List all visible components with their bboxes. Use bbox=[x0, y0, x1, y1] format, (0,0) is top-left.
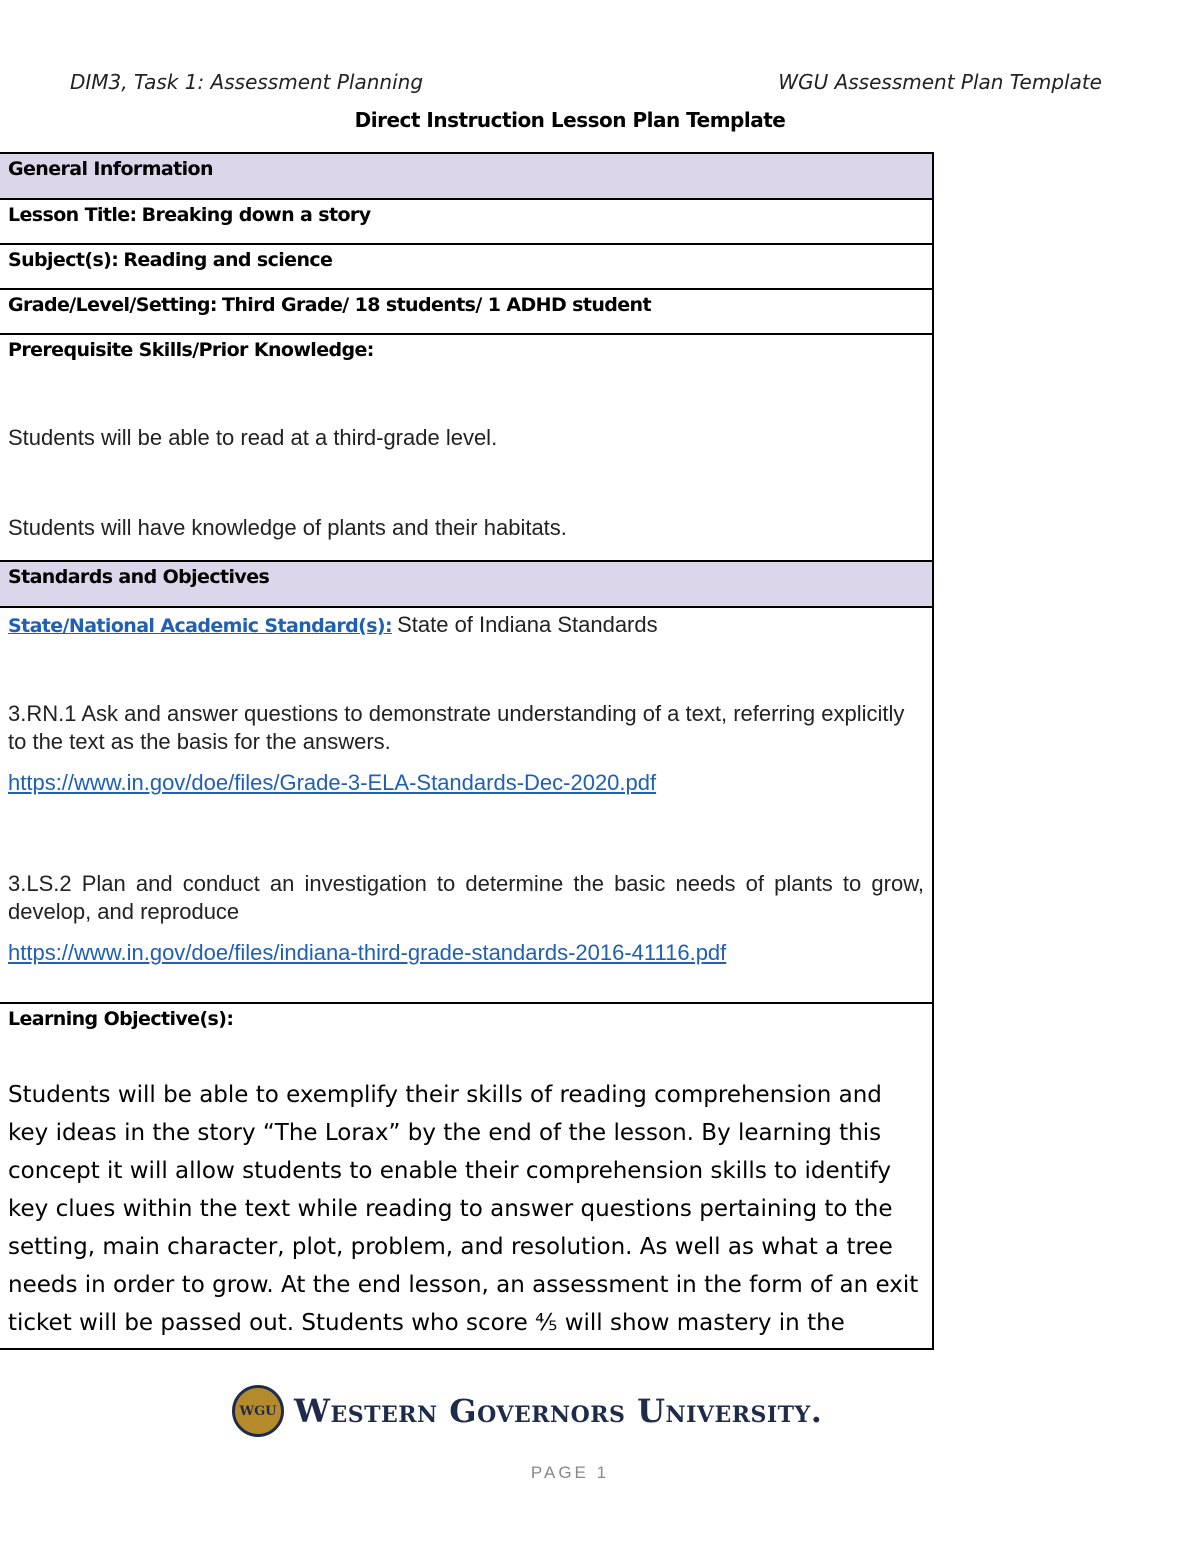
general-info-header bbox=[0, 154, 932, 200]
subjects-label: Subject(s): bbox=[8, 249, 119, 271]
subjects-value: Reading and science bbox=[123, 249, 333, 271]
lesson-plan-table bbox=[0, 152, 934, 1350]
objectives-text: Students will be able to exemplify their skills of reading comprehension and key ideas in the story “The Lorax” by the end of the lesson. By learning this concept it will allow students to enable their comprehension skills to identify key clues within the text while reading to answer questions pertaining to the setting, main character, plot, problem, and resolution. As well as what a tree needs in order to grow. At the end lesson, an assessment in the form of an exit ticket will be passed out. Students who score ⅘ will show mastery in the bbox=[8, 1082, 919, 1336]
prereq-text-1: Students will be able to read at a third-grade level. bbox=[8, 425, 498, 450]
wgu-seal-icon: WGU bbox=[232, 1385, 284, 1437]
standard-2-text: 3.LS.2 Plan and conduct an investigation to determine the basic needs of plants to grow, develop, and reproduce bbox=[8, 871, 924, 924]
grade-value: Third Grade/ 18 students/ 1 ADHD student bbox=[222, 294, 651, 316]
state-standard-label[interactable]: State/National Academic Standard(s): bbox=[8, 615, 392, 637]
state-standard-value: State of Indiana Standards bbox=[397, 612, 658, 637]
subjects-row bbox=[0, 245, 932, 290]
standard-2-link[interactable]: https://www.in.gov/doe/files/indiana-third-grade-standards-2016-41116.pdf bbox=[8, 940, 727, 965]
lesson-title-label: Lesson Title: bbox=[8, 204, 137, 226]
lesson-title-value: Breaking down a story bbox=[141, 204, 371, 226]
grade-row bbox=[0, 290, 932, 335]
header-right: WGU Assessment Plan Template bbox=[778, 70, 1102, 94]
prereq-label: Prerequisite Skills/Prior Knowledge: bbox=[8, 339, 374, 361]
standards-heading: Standards and Objectives bbox=[8, 566, 270, 588]
objectives-label: Learning Objective(s): bbox=[8, 1008, 234, 1030]
objectives-row bbox=[0, 1004, 932, 1346]
prereq-row bbox=[0, 335, 932, 562]
standard-1-link[interactable]: https://www.in.gov/doe/files/Grade-3-ELA-Standards-Dec-2020.pdf bbox=[8, 770, 657, 795]
general-info-heading: General Information bbox=[8, 158, 213, 180]
page-number: PAGE 1 bbox=[530, 1463, 610, 1482]
wgu-wordmark: Western Governors University. bbox=[294, 1392, 823, 1430]
grade-label: Grade/Level/Setting: bbox=[8, 294, 217, 316]
standards-header bbox=[0, 562, 932, 608]
standard-1-text: 3.RN.1 Ask and answer questions to demonstrate understanding of a text, referring explicitly to the text as the basis for the answers. bbox=[8, 701, 905, 754]
wgu-logo bbox=[232, 1385, 822, 1437]
header-left: DIM3, Task 1: Assessment Planning bbox=[70, 70, 424, 94]
lesson-title-row bbox=[0, 200, 932, 245]
prereq-text-2: Students will have knowledge of plants and their habitats. bbox=[8, 515, 567, 540]
standards-row bbox=[0, 608, 932, 1004]
document-title: Direct Instruction Lesson Plan Template bbox=[354, 108, 786, 132]
